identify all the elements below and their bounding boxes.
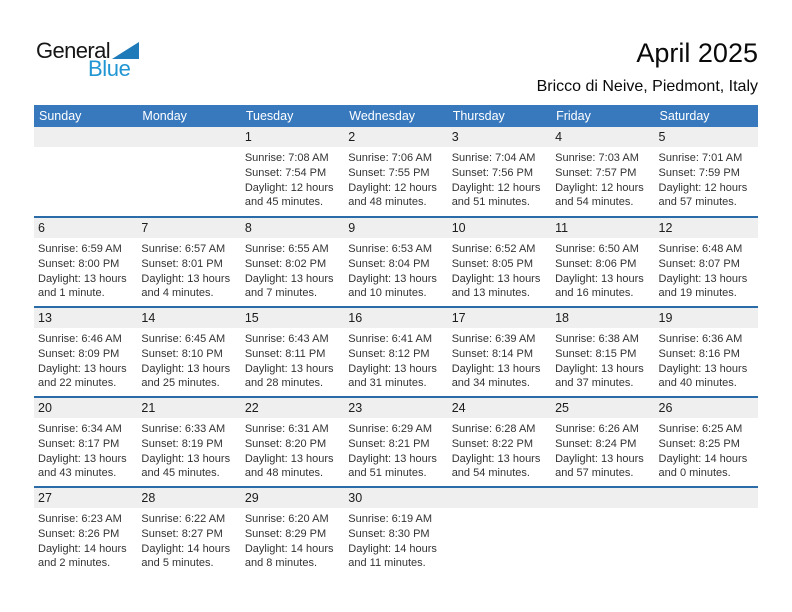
daylight-text-line1: Daylight: 14 hours — [658, 452, 748, 465]
day-number: 13 — [38, 311, 52, 325]
sunset-text: Sunset: 7:56 PM — [451, 166, 534, 179]
page-subtitle: Bricco di Neive, Piedmont, Italy — [536, 78, 758, 96]
sunset-text: Sunset: 8:07 PM — [658, 257, 740, 270]
sunrise-text: Sunrise: 6:41 AM — [348, 333, 433, 345]
day-number-band — [448, 488, 551, 508]
sunset-text: Sunset: 7:54 PM — [244, 166, 327, 179]
sunrise-text: Sunrise: 6:36 AM — [658, 333, 743, 345]
day-number: 10 — [451, 221, 466, 235]
daylight-text-line1: Daylight: 14 hours — [141, 542, 231, 555]
daylight-text-line1: Daylight: 13 hours — [658, 272, 748, 285]
week-row — [34, 127, 758, 217]
daylight-text-line1: Daylight: 14 hours — [348, 542, 437, 555]
sunset-text: Sunset: 8:14 PM — [451, 347, 534, 360]
page-title: April 2025 — [636, 38, 758, 68]
day-number: 5 — [658, 130, 666, 144]
day-number: 14 — [141, 311, 156, 325]
sunrise-text: Sunrise: 6:50 AM — [555, 243, 639, 255]
day-cell-5 — [655, 127, 758, 217]
daylight-text-line2: and 51 minutes. — [451, 196, 530, 209]
day-cell-23 — [344, 397, 447, 487]
sunrise-text: Sunrise: 7:03 AM — [555, 152, 639, 164]
day-details — [34, 147, 137, 151]
sunset-text: Sunset: 8:02 PM — [244, 257, 327, 270]
day-number-band — [34, 218, 137, 238]
day-number-band — [241, 398, 344, 418]
daylight-text-line1: Daylight: 12 hours — [451, 181, 541, 194]
day-number: 9 — [348, 221, 356, 235]
daylight-text-line2: and 13 minutes. — [451, 287, 530, 300]
daylight-text-line1: Daylight: 12 hours — [244, 181, 334, 194]
sunrise-text: Sunrise: 6:52 AM — [451, 243, 536, 255]
day-cell-21 — [137, 397, 240, 487]
day-number-band — [655, 218, 758, 238]
day-cell-27 — [34, 487, 137, 577]
day-number-band — [34, 398, 137, 418]
day-details — [655, 328, 758, 391]
sunset-text: Sunset: 8:05 PM — [451, 257, 534, 270]
daylight-text-line2: and 43 minutes. — [38, 467, 117, 480]
day-cell-29 — [241, 487, 344, 577]
sunrise-text: Sunrise: 7:06 AM — [348, 152, 433, 164]
day-number: 24 — [451, 401, 466, 415]
day-number: 4 — [555, 130, 563, 144]
sunset-text: Sunset: 8:10 PM — [141, 347, 223, 360]
day-number-band — [448, 308, 551, 328]
day-number: 29 — [244, 491, 259, 505]
daylight-text-line2: and 22 minutes. — [38, 377, 117, 390]
sunrise-text: Sunrise: 6:28 AM — [451, 423, 536, 435]
day-number: 20 — [38, 401, 52, 415]
day-number-band — [655, 398, 758, 418]
day-details — [241, 328, 344, 391]
day-number: 8 — [244, 221, 252, 235]
sunrise-text: Sunrise: 6:57 AM — [141, 243, 226, 255]
sunset-text: Sunset: 7:59 PM — [658, 166, 740, 179]
day-number: 7 — [141, 221, 149, 235]
weekday-header-saturday: Saturday — [655, 105, 758, 127]
daylight-text-line1: Daylight: 13 hours — [451, 452, 541, 465]
day-details — [655, 508, 758, 512]
day-cell-25 — [551, 397, 654, 487]
day-number-band — [448, 398, 551, 418]
week-row — [34, 397, 758, 487]
sunrise-text: Sunrise: 6:43 AM — [244, 333, 329, 345]
day-number: 19 — [658, 311, 673, 325]
sunrise-text: Sunrise: 6:22 AM — [141, 513, 226, 525]
week-row — [34, 217, 758, 307]
daylight-text-line2: and 7 minutes. — [244, 287, 317, 300]
sunrise-text: Sunrise: 6:31 AM — [244, 423, 329, 435]
empty-day-cell — [551, 487, 654, 577]
day-number-band — [344, 127, 447, 147]
day-number: 27 — [38, 491, 52, 505]
day-details — [241, 508, 344, 571]
daylight-text-line1: Daylight: 12 hours — [348, 181, 437, 194]
daylight-text-line1: Daylight: 13 hours — [348, 272, 437, 285]
daylight-text-line2: and 8 minutes. — [244, 557, 317, 570]
calendar-header-row — [34, 105, 758, 127]
daylight-text-line2: and 45 minutes. — [244, 196, 324, 209]
sunrise-text: Sunrise: 6:26 AM — [555, 423, 639, 435]
daylight-text-line1: Daylight: 14 hours — [38, 542, 127, 555]
day-number: 30 — [348, 491, 363, 505]
day-number-band — [241, 308, 344, 328]
daylight-text-line2: and 57 minutes. — [555, 467, 634, 480]
day-details — [344, 508, 447, 571]
sunset-text: Sunset: 8:30 PM — [348, 527, 430, 540]
daylight-text-line2: and 1 minute. — [38, 287, 105, 300]
daylight-text-line2: and 51 minutes. — [348, 467, 427, 480]
daylight-text-line2: and 19 minutes. — [658, 287, 737, 300]
day-details — [344, 147, 447, 210]
day-number: 11 — [555, 221, 569, 235]
day-details — [448, 238, 551, 301]
day-details — [655, 418, 758, 481]
title-block — [537, 38, 758, 96]
day-number-band — [241, 127, 344, 147]
daylight-text-line2: and 10 minutes. — [348, 287, 427, 300]
daylight-text-line1: Daylight: 13 hours — [38, 362, 127, 375]
daylight-text-line2: and 45 minutes. — [141, 467, 220, 480]
day-number-band — [448, 127, 551, 147]
day-details — [655, 238, 758, 301]
sunset-text: Sunset: 8:06 PM — [555, 257, 637, 270]
daylight-text-line1: Daylight: 12 hours — [555, 181, 644, 194]
day-number-band — [137, 308, 240, 328]
daylight-text-line1: Daylight: 13 hours — [141, 452, 231, 465]
sunset-text: Sunset: 8:01 PM — [141, 257, 223, 270]
sunrise-text: Sunrise: 6:48 AM — [658, 243, 743, 255]
day-number: 18 — [555, 311, 570, 325]
day-number-band — [655, 488, 758, 508]
sunset-text: Sunset: 8:25 PM — [658, 437, 740, 450]
daylight-text-line1: Daylight: 13 hours — [555, 452, 644, 465]
sunset-text: Sunset: 8:00 PM — [38, 257, 120, 270]
daylight-text-line2: and 28 minutes. — [244, 377, 324, 390]
sunset-text: Sunset: 7:57 PM — [555, 166, 637, 179]
general-blue-logo — [36, 40, 139, 80]
day-details — [344, 418, 447, 481]
day-number: 17 — [451, 311, 466, 325]
day-number: 25 — [555, 401, 570, 415]
day-details — [448, 418, 551, 481]
day-details — [34, 328, 137, 391]
day-cell-7 — [137, 217, 240, 307]
sunset-text: Sunset: 8:27 PM — [141, 527, 223, 540]
day-cell-14 — [137, 307, 240, 397]
logo-text-blue: Blue — [88, 56, 131, 81]
sunrise-text: Sunrise: 6:59 AM — [38, 243, 122, 255]
day-number: 15 — [244, 311, 259, 325]
sunset-text: Sunset: 8:12 PM — [348, 347, 430, 360]
day-number-band — [137, 488, 240, 508]
daylight-text-line1: Daylight: 13 hours — [141, 272, 231, 285]
daylight-text-line2: and 31 minutes. — [348, 377, 427, 390]
day-cell-28 — [137, 487, 240, 577]
day-cell-2 — [344, 127, 447, 217]
day-number-band — [137, 218, 240, 238]
day-number-band — [551, 398, 654, 418]
daylight-text-line2: and 11 minutes. — [348, 557, 426, 570]
sunrise-text: Sunrise: 6:39 AM — [451, 333, 536, 345]
day-cell-20 — [34, 397, 137, 487]
day-number: 28 — [141, 491, 156, 505]
daylight-text-line1: Daylight: 13 hours — [38, 272, 127, 285]
day-details — [344, 328, 447, 391]
sunrise-text: Sunrise: 6:19 AM — [348, 513, 433, 525]
sunrise-text: Sunrise: 7:01 AM — [658, 152, 743, 164]
sunset-text: Sunset: 8:15 PM — [555, 347, 637, 360]
day-cell-3 — [448, 127, 551, 217]
empty-day-cell — [34, 127, 137, 217]
sunrise-text: Sunrise: 6:38 AM — [555, 333, 639, 345]
day-number-band — [241, 488, 344, 508]
day-details — [137, 238, 240, 301]
day-number-band — [241, 218, 344, 238]
sunrise-text: Sunrise: 6:29 AM — [348, 423, 433, 435]
day-cell-4 — [551, 127, 654, 217]
daylight-text-line2: and 48 minutes. — [244, 467, 324, 480]
day-number: 12 — [658, 221, 673, 235]
day-details — [551, 418, 654, 481]
sunrise-text: Sunrise: 6:23 AM — [38, 513, 122, 525]
day-cell-26 — [655, 397, 758, 487]
sunset-text: Sunset: 8:04 PM — [348, 257, 430, 270]
day-cell-6 — [34, 217, 137, 307]
day-number: 16 — [348, 311, 363, 325]
day-details — [448, 328, 551, 391]
sunset-text: Sunset: 8:20 PM — [244, 437, 327, 450]
day-details — [137, 328, 240, 391]
daylight-text-line1: Daylight: 13 hours — [348, 452, 437, 465]
day-details — [344, 238, 447, 301]
sunrise-text: Sunrise: 6:20 AM — [244, 513, 329, 525]
week-row — [34, 307, 758, 397]
daylight-text-line1: Daylight: 13 hours — [555, 272, 644, 285]
day-number: 26 — [658, 401, 673, 415]
day-number-band — [551, 308, 654, 328]
daylight-text-line2: and 4 minutes. — [141, 287, 214, 300]
sunrise-text: Sunrise: 6:46 AM — [38, 333, 122, 345]
day-details — [448, 147, 551, 210]
sunrise-text: Sunrise: 6:45 AM — [141, 333, 226, 345]
daylight-text-line2: and 54 minutes. — [451, 467, 530, 480]
weekday-header-wednesday: Wednesday — [344, 105, 447, 127]
sunset-text: Sunset: 8:17 PM — [38, 437, 120, 450]
day-number-band — [344, 308, 447, 328]
daylight-text-line2: and 2 minutes. — [38, 557, 111, 570]
daylight-text-line2: and 0 minutes. — [658, 467, 731, 480]
calendar-body — [34, 127, 758, 577]
calendar-table — [34, 105, 758, 577]
day-details — [241, 147, 344, 210]
day-cell-19 — [655, 307, 758, 397]
daylight-text-line1: Daylight: 13 hours — [348, 362, 437, 375]
day-number-band — [34, 127, 137, 147]
sunset-text: Sunset: 7:55 PM — [348, 166, 430, 179]
day-cell-9 — [344, 217, 447, 307]
daylight-text-line1: Daylight: 12 hours — [658, 181, 748, 194]
daylight-text-line1: Daylight: 13 hours — [658, 362, 748, 375]
week-row — [34, 487, 758, 577]
daylight-text-line1: Daylight: 14 hours — [244, 542, 334, 555]
day-number-band — [344, 398, 447, 418]
weekday-header-tuesday: Tuesday — [241, 105, 344, 127]
day-details — [551, 238, 654, 301]
sunrise-text: Sunrise: 6:33 AM — [141, 423, 226, 435]
daylight-text-line2: and 37 minutes. — [555, 377, 634, 390]
day-number-band — [551, 488, 654, 508]
sunrise-text: Sunrise: 7:04 AM — [451, 152, 536, 164]
day-cell-13 — [34, 307, 137, 397]
day-number: 6 — [38, 221, 45, 235]
day-details — [137, 147, 240, 151]
sunset-text: Sunset: 8:19 PM — [141, 437, 223, 450]
empty-day-cell — [448, 487, 551, 577]
daylight-text-line1: Daylight: 13 hours — [141, 362, 231, 375]
sunrise-text: Sunrise: 7:08 AM — [244, 152, 329, 164]
daylight-text-line1: Daylight: 13 hours — [451, 272, 541, 285]
daylight-text-line1: Daylight: 13 hours — [244, 362, 334, 375]
daylight-text-line2: and 40 minutes. — [658, 377, 737, 390]
day-details — [34, 418, 137, 481]
day-details — [34, 238, 137, 301]
day-details — [241, 238, 344, 301]
day-number-band — [137, 398, 240, 418]
day-details — [551, 147, 654, 210]
weekday-header-thursday: Thursday — [448, 105, 551, 127]
sunrise-text: Sunrise: 6:25 AM — [658, 423, 743, 435]
empty-day-cell — [137, 127, 240, 217]
day-number: 1 — [244, 130, 252, 144]
day-number-band — [448, 218, 551, 238]
daylight-text-line2: and 57 minutes. — [658, 196, 737, 209]
daylight-text-line2: and 16 minutes. — [555, 287, 634, 300]
daylight-text-line1: Daylight: 13 hours — [244, 452, 334, 465]
day-cell-11 — [551, 217, 654, 307]
daylight-text-line2: and 25 minutes. — [141, 377, 220, 390]
day-cell-30 — [344, 487, 447, 577]
day-cell-24 — [448, 397, 551, 487]
day-number-band — [655, 308, 758, 328]
sunset-text: Sunset: 8:29 PM — [244, 527, 327, 540]
day-details — [137, 508, 240, 571]
day-number-band — [34, 308, 137, 328]
logo-text-general: General — [36, 38, 111, 63]
daylight-text-line2: and 5 minutes. — [141, 557, 214, 570]
day-number: 23 — [348, 401, 363, 415]
daylight-text-line1: Daylight: 13 hours — [451, 362, 541, 375]
day-details — [551, 328, 654, 391]
daylight-text-line1: Daylight: 13 hours — [555, 362, 644, 375]
day-number-band — [551, 218, 654, 238]
day-cell-12 — [655, 217, 758, 307]
day-cell-15 — [241, 307, 344, 397]
day-number: 2 — [348, 130, 356, 144]
weekday-header-friday: Friday — [551, 105, 654, 127]
weekday-header-monday: Monday — [137, 105, 240, 127]
daylight-text-line2: and 34 minutes. — [451, 377, 530, 390]
daylight-text-line2: and 48 minutes. — [348, 196, 427, 209]
daylight-text-line2: and 54 minutes. — [555, 196, 634, 209]
day-number-band — [34, 488, 137, 508]
day-cell-17 — [448, 307, 551, 397]
sunset-text: Sunset: 8:09 PM — [38, 347, 120, 360]
day-number-band — [344, 488, 447, 508]
day-cell-8 — [241, 217, 344, 307]
day-number-band — [344, 218, 447, 238]
day-number: 21 — [141, 401, 156, 415]
sunrise-text: Sunrise: 6:34 AM — [38, 423, 122, 435]
sunset-text: Sunset: 8:16 PM — [658, 347, 740, 360]
day-cell-16 — [344, 307, 447, 397]
sunset-text: Sunset: 8:22 PM — [451, 437, 534, 450]
day-number-band — [551, 127, 654, 147]
daylight-text-line1: Daylight: 13 hours — [244, 272, 334, 285]
sunset-text: Sunset: 8:26 PM — [38, 527, 120, 540]
day-number: 3 — [451, 130, 459, 144]
day-number-band — [655, 127, 758, 147]
day-cell-22 — [241, 397, 344, 487]
sunset-text: Sunset: 8:21 PM — [348, 437, 430, 450]
day-cell-1 — [241, 127, 344, 217]
day-details — [655, 147, 758, 210]
day-details — [137, 418, 240, 481]
day-details — [551, 508, 654, 512]
sunrise-text: Sunrise: 6:53 AM — [348, 243, 433, 255]
day-cell-18 — [551, 307, 654, 397]
sunset-text: Sunset: 8:24 PM — [555, 437, 637, 450]
day-details — [241, 418, 344, 481]
day-details — [34, 508, 137, 571]
day-details — [448, 508, 551, 512]
empty-day-cell — [655, 487, 758, 577]
day-cell-10 — [448, 217, 551, 307]
sunset-text: Sunset: 8:11 PM — [244, 347, 326, 360]
sunrise-text: Sunrise: 6:55 AM — [244, 243, 329, 255]
day-number-band — [137, 127, 240, 147]
daylight-text-line1: Daylight: 13 hours — [38, 452, 127, 465]
day-number: 22 — [244, 401, 259, 415]
weekday-header-sunday: Sunday — [34, 105, 137, 127]
